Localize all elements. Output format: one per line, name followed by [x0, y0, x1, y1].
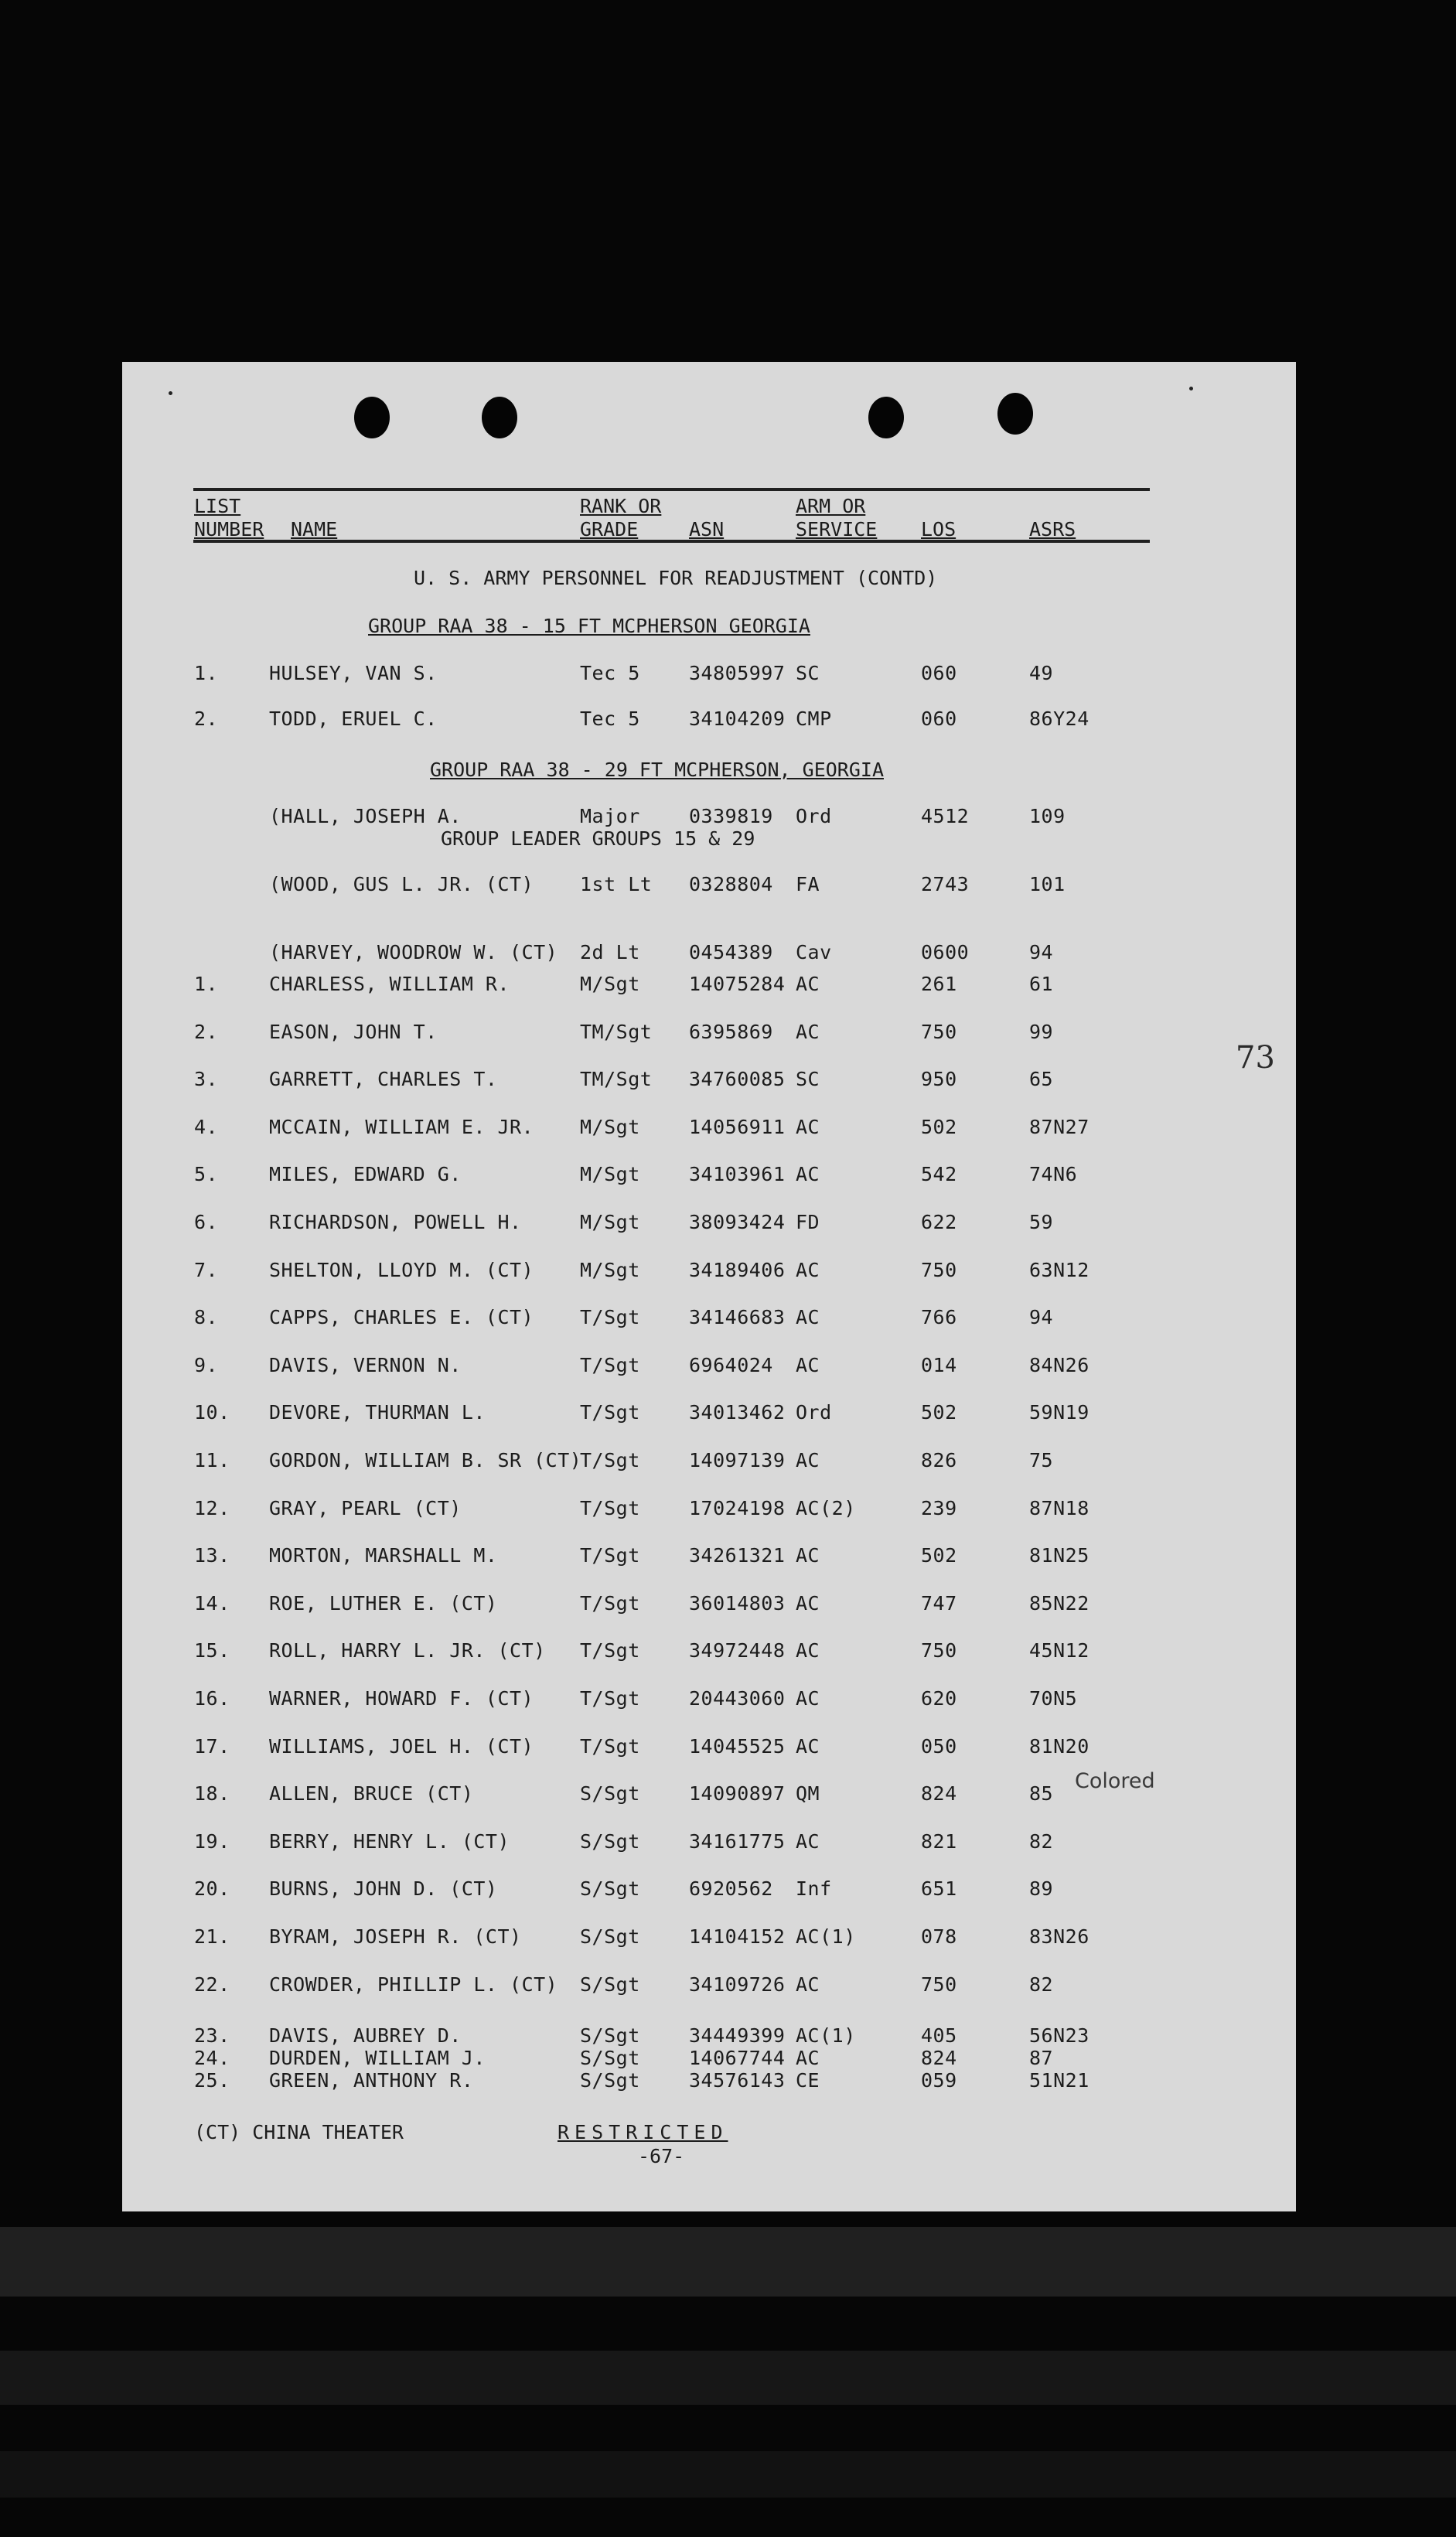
cell-no: 12.: [194, 1496, 230, 1519]
cell-asn: 6920562: [689, 1877, 773, 1901]
cell-arm: AC: [796, 1306, 820, 1329]
cell-name: GARRETT, CHARLES T.: [269, 1068, 498, 1091]
cell-arm: AC: [796, 1544, 820, 1567]
col-header-asn: ASN: [689, 518, 725, 540]
cell-arm: AC: [796, 1020, 820, 1043]
cell-los: 060: [921, 662, 957, 684]
header-rule: [193, 488, 1150, 491]
cell-rank: M/Sgt: [580, 973, 640, 995]
cell-asrs: 63N12: [1029, 1258, 1089, 1281]
punch-hole: [354, 397, 390, 438]
cell-asrs: 45N12: [1029, 1639, 1089, 1662]
table-row: [122, 1497, 1282, 1522]
table-row: [122, 1687, 1282, 1712]
cell-asn: 34109726: [689, 1973, 786, 1996]
cell-no: 14.: [194, 1591, 230, 1615]
cell-name: SHELTON, LLOYD M. (CT): [269, 1258, 534, 1281]
cell-los: 502: [921, 1544, 957, 1567]
cell-rank: S/Sgt: [580, 2069, 640, 2092]
cell-no: 3.: [194, 1068, 219, 1091]
cell-arm: AC: [796, 1734, 820, 1758]
cell-rank: S/Sgt: [580, 2024, 640, 2047]
cell-los: 824: [921, 1782, 957, 1806]
col-header-number: NUMBER: [194, 518, 264, 540]
cell-arm: AC(1): [796, 1925, 856, 1948]
cell-asrs: 74N6: [1029, 1163, 1078, 1186]
cell-los: 059: [921, 2069, 957, 2092]
cell-name: ROLL, HARRY L. JR. (CT): [269, 1639, 546, 1662]
cell-rank: Tec 5: [580, 662, 640, 684]
cell-asn: 17024198: [689, 1496, 786, 1519]
table-row: [122, 1925, 1282, 1950]
cell-no: 10.: [194, 1401, 230, 1424]
cell-name: (HARVEY, WOODROW W. (CT): [269, 941, 558, 963]
cell-asn: 34146683: [689, 1306, 786, 1329]
table-row: [122, 1877, 1282, 1902]
cell-los: 766: [921, 1306, 957, 1329]
table-row: [122, 973, 1282, 997]
cell-los: 542: [921, 1163, 957, 1186]
cell-asn: 0328804: [689, 873, 773, 895]
cell-arm: AC: [796, 1449, 820, 1471]
cell-asn: 36014803: [689, 1591, 786, 1615]
cell-name: ROE, LUTHER E. (CT): [269, 1591, 498, 1615]
cell-rank: M/Sgt: [580, 1115, 640, 1138]
cell-asn: 34449399: [689, 2024, 786, 2047]
cell-los: 060: [921, 708, 957, 730]
cell-name: BERRY, HENRY L. (CT): [269, 1829, 510, 1853]
cell-no: 21.: [194, 1925, 230, 1948]
cell-name: MILES, EDWARD G.: [269, 1163, 462, 1186]
cell-rank: Tec 5: [580, 708, 640, 730]
cell-name: (WOOD, GUS L. JR. (CT): [269, 873, 534, 895]
col-header-rank: RANK OR: [580, 495, 662, 517]
table-row: [122, 1544, 1282, 1569]
table-row: [122, 1401, 1282, 1426]
cell-no: 24.: [194, 2047, 230, 2069]
cell-rank: T/Sgt: [580, 1306, 640, 1329]
cell-asrs: 86Y24: [1029, 708, 1089, 730]
cell-arm: AC: [796, 1639, 820, 1662]
cell-rank: S/Sgt: [580, 1925, 640, 1948]
punch-hole: [997, 393, 1033, 435]
document-title: U. S. ARMY PERSONNEL FOR READJUSTMENT (CONTD): [414, 567, 938, 589]
col-header-asrs: ASRS: [1029, 518, 1076, 540]
cell-los: 261: [921, 973, 957, 995]
cell-los: 651: [921, 1877, 957, 1901]
col-header-list: LIST: [194, 495, 241, 517]
cell-asn: 34972448: [689, 1639, 786, 1662]
cell-rank: T/Sgt: [580, 1496, 640, 1519]
cell-no: 8.: [194, 1306, 219, 1329]
cell-asn: 14045525: [689, 1734, 786, 1758]
page-number: -67-: [638, 2145, 685, 2167]
cell-los: 502: [921, 1401, 957, 1424]
cell-asn: 14097139: [689, 1449, 786, 1471]
cell-los: 750: [921, 1639, 957, 1662]
table-row: [122, 1830, 1282, 1855]
cell-asrs: 59: [1029, 1211, 1054, 1233]
cell-asrs: 82: [1029, 1973, 1054, 1996]
table-row: [122, 1354, 1282, 1379]
cell-no: 25.: [194, 2069, 230, 2092]
cell-name: ALLEN, BRUCE (CT): [269, 1782, 474, 1806]
cell-name: GREEN, ANTHONY R.: [269, 2069, 474, 2092]
cell-los: 620: [921, 1687, 957, 1710]
cell-arm: CE: [796, 2069, 820, 2092]
cell-rank: T/Sgt: [580, 1687, 640, 1710]
cell-no: 19.: [194, 1829, 230, 1853]
table-row: [122, 1259, 1282, 1284]
cell-asrs: 51N21: [1029, 2069, 1089, 2092]
table-row: [122, 941, 1282, 966]
cell-no: 11.: [194, 1449, 230, 1471]
colored-annotation: Colored: [1075, 1769, 1155, 1793]
cell-asrs: 49: [1029, 662, 1054, 684]
cell-asn: 14104152: [689, 1925, 786, 1948]
cell-asn: 34760085: [689, 1068, 786, 1091]
cell-no: 22.: [194, 1973, 230, 1996]
table-row: [122, 1306, 1282, 1331]
cell-no: 2.: [194, 1020, 219, 1043]
table-row: [122, 1211, 1282, 1236]
cell-no: 2.: [194, 708, 219, 730]
table-row: [122, 1973, 1282, 1998]
cell-rank: T/Sgt: [580, 1734, 640, 1758]
cell-arm: AC: [796, 2047, 820, 2069]
cell-asrs: 81N20: [1029, 1734, 1089, 1758]
cell-asn: 14090897: [689, 1782, 786, 1806]
cell-rank: T/Sgt: [580, 1449, 640, 1471]
cell-asn: 34104209: [689, 708, 786, 730]
cell-asn: 6395869: [689, 1020, 773, 1043]
cell-los: 747: [921, 1591, 957, 1615]
cell-arm: Ord: [796, 1401, 832, 1424]
cell-asrs: 83N26: [1029, 1925, 1089, 1948]
cell-name: DURDEN, WILLIAM J.: [269, 2047, 486, 2069]
cell-rank: T/Sgt: [580, 1401, 640, 1424]
cell-name: GRAY, PEARL (CT): [269, 1496, 462, 1519]
cell-name: DEVORE, THURMAN L.: [269, 1401, 486, 1424]
cell-arm: SC: [796, 662, 820, 684]
cell-no: 15.: [194, 1639, 230, 1662]
table-row: [122, 1021, 1282, 1045]
cell-los: 050: [921, 1734, 957, 1758]
cell-rank: T/Sgt: [580, 1591, 640, 1615]
cell-rank: S/Sgt: [580, 1782, 640, 1806]
cell-asn: 34103961: [689, 1163, 786, 1186]
cell-no: 23.: [194, 2024, 230, 2047]
cell-asrs: 87N18: [1029, 1496, 1089, 1519]
cell-los: 014: [921, 1353, 957, 1376]
cell-name: (HALL, JOSEPH A.: [269, 805, 462, 827]
cell-no: 1.: [194, 662, 219, 684]
film-band: [0, 2227, 1456, 2297]
cell-rank: M/Sgt: [580, 1163, 640, 1186]
cell-no: 13.: [194, 1544, 230, 1567]
cell-rank: T/Sgt: [580, 1544, 640, 1567]
cell-rank: T/Sgt: [580, 1639, 640, 1662]
cell-asrs: 85N22: [1029, 1591, 1089, 1615]
cell-rank: S/Sgt: [580, 1877, 640, 1901]
cell-los: 750: [921, 1258, 957, 1281]
cell-los: 502: [921, 1115, 957, 1138]
cell-arm: AC: [796, 1258, 820, 1281]
cell-rank: TM/Sgt: [580, 1020, 653, 1043]
cell-los: 0600: [921, 941, 970, 963]
cell-name: MCCAIN, WILLIAM E. JR.: [269, 1115, 534, 1138]
cell-los: 826: [921, 1449, 957, 1471]
cell-asrs: 101: [1029, 873, 1066, 895]
cell-name: WARNER, HOWARD F. (CT): [269, 1687, 534, 1710]
cell-name: BURNS, JOHN D. (CT): [269, 1877, 498, 1901]
group-title: GROUP RAA 38 - 29 FT MCPHERSON, GEORGIA: [430, 759, 884, 781]
cell-arm: Cav: [796, 941, 832, 963]
cell-asn: 0454389: [689, 941, 773, 963]
cell-name: WILLIAMS, JOEL H. (CT): [269, 1734, 534, 1758]
col-header-los: LOS: [921, 518, 956, 540]
cell-rank: 2d Lt: [580, 941, 640, 963]
cell-rank: 1st Lt: [580, 873, 653, 895]
col-header-grade: GRADE: [580, 518, 639, 540]
cell-no: 16.: [194, 1687, 230, 1710]
cell-rank: TM/Sgt: [580, 1068, 653, 1091]
cell-no: 18.: [194, 1782, 230, 1806]
cell-asrs: 87N27: [1029, 1115, 1089, 1138]
table-row: [122, 1592, 1282, 1617]
cell-asn: 34805997: [689, 662, 786, 684]
cell-asrs: 65: [1029, 1068, 1054, 1091]
cell-arm: QM: [796, 1782, 820, 1806]
group-title: GROUP RAA 38 - 15 FT MCPHERSON GEORGIA: [368, 615, 810, 637]
cell-asn: 34261321: [689, 1544, 786, 1567]
cell-asrs: 61: [1029, 973, 1054, 995]
cell-arm: FD: [796, 1211, 820, 1233]
cell-no: 9.: [194, 1353, 219, 1376]
cell-name: CROWDER, PHILLIP L. (CT): [269, 1973, 558, 1996]
cell-asn: 6964024: [689, 1353, 773, 1376]
cell-name: MORTON, MARSHALL M.: [269, 1544, 498, 1567]
cell-arm: FA: [796, 873, 820, 895]
cell-name: HULSEY, VAN S.: [269, 662, 438, 684]
cell-arm: AC: [796, 1687, 820, 1710]
cell-asrs: 84N26: [1029, 1353, 1089, 1376]
cell-asrs: 99: [1029, 1020, 1054, 1043]
footer-note: (CT) CHINA THEATER: [194, 2121, 404, 2143]
cell-name: DAVIS, VERNON N.: [269, 1353, 462, 1376]
cell-los: 950: [921, 1068, 957, 1091]
cell-no: 4.: [194, 1115, 219, 1138]
cell-rank: S/Sgt: [580, 2047, 640, 2069]
cell-name: TODD, ERUEL C.: [269, 708, 438, 730]
cell-name: CHARLESS, WILLIAM R.: [269, 973, 510, 995]
cell-asn: 14056911: [689, 1115, 786, 1138]
cell-arm: AC: [796, 973, 820, 995]
punch-hole: [868, 397, 904, 438]
cell-asn: 34013462: [689, 1401, 786, 1424]
col-header-service: SERVICE: [796, 518, 878, 540]
cell-name: CAPPS, CHARLES E. (CT): [269, 1306, 534, 1329]
classification-stamp: RESTRICTED: [558, 2121, 728, 2143]
cell-asn: 20443060: [689, 1687, 786, 1710]
cell-asrs: 94: [1029, 1306, 1054, 1329]
cell-asn: 14067744: [689, 2047, 786, 2069]
cell-rank: S/Sgt: [580, 1973, 640, 1996]
cell-asrs: 94: [1029, 941, 1054, 963]
cell-arm: SC: [796, 1068, 820, 1091]
margin-annotation: 73: [1236, 1040, 1275, 1076]
document-page: [122, 362, 1296, 2211]
table-row: [122, 1449, 1282, 1474]
cell-arm: CMP: [796, 708, 832, 730]
cell-rank: T/Sgt: [580, 1353, 640, 1376]
cell-no: 5.: [194, 1163, 219, 1186]
group-leader-note: GROUP LEADER GROUPS 15 & 29: [441, 827, 755, 850]
cell-los: 078: [921, 1925, 957, 1948]
table-row: [122, 708, 1282, 732]
cell-los: 239: [921, 1496, 957, 1519]
cell-asrs: 81N25: [1029, 1544, 1089, 1567]
cell-asn: 38093424: [689, 1211, 786, 1233]
cell-arm: AC: [796, 1115, 820, 1138]
cell-name: RICHARDSON, POWELL H.: [269, 1211, 522, 1233]
cell-arm: AC: [796, 1591, 820, 1615]
cell-asn: 34189406: [689, 1258, 786, 1281]
col-header-arm: ARM OR: [796, 495, 866, 517]
cell-asrs: 56N23: [1029, 2024, 1089, 2047]
table-row: [122, 2024, 1282, 2049]
cell-arm: Ord: [796, 805, 832, 827]
speck: [1189, 387, 1193, 390]
cell-arm: AC(1): [796, 2024, 856, 2047]
cell-asn: 14075284: [689, 973, 786, 995]
cell-name: EASON, JOHN T.: [269, 1020, 438, 1043]
cell-los: 622: [921, 1211, 957, 1233]
table-row: [122, 1163, 1282, 1188]
cell-los: 750: [921, 1973, 957, 1996]
cell-rank: S/Sgt: [580, 1829, 640, 1853]
cell-name: GORDON, WILLIAM B. SR (CT): [269, 1449, 582, 1471]
cell-asrs: 75: [1029, 1449, 1054, 1471]
cell-arm: AC: [796, 1829, 820, 1853]
cell-asrs: 87: [1029, 2047, 1054, 2069]
cell-arm: AC(2): [796, 1496, 856, 1519]
cell-name: BYRAM, JOSEPH R. (CT): [269, 1925, 522, 1948]
table-row: [122, 1639, 1282, 1664]
table-row: [122, 2069, 1282, 2094]
cell-asrs: 82: [1029, 1829, 1054, 1853]
table-row: [122, 805, 1282, 830]
cell-asrs: 89: [1029, 1877, 1054, 1901]
speck: [169, 391, 172, 395]
cell-asrs: 70N5: [1029, 1687, 1078, 1710]
cell-no: 1.: [194, 973, 219, 995]
table-row: [122, 1735, 1282, 1760]
cell-rank: M/Sgt: [580, 1258, 640, 1281]
cell-asrs: 59N19: [1029, 1401, 1089, 1424]
film-band: [0, 2351, 1456, 2405]
cell-arm: Inf: [796, 1877, 832, 1901]
cell-asrs: 85: [1029, 1782, 1054, 1806]
cell-no: 7.: [194, 1258, 219, 1281]
cell-los: 405: [921, 2024, 957, 2047]
cell-los: 750: [921, 1020, 957, 1043]
table-row: [122, 662, 1282, 687]
table-row: [122, 1116, 1282, 1141]
cell-arm: AC: [796, 1163, 820, 1186]
cell-asn: 0339819: [689, 805, 773, 827]
table-row: [122, 2047, 1282, 2072]
cell-rank: M/Sgt: [580, 1211, 640, 1233]
cell-asn: 34576143: [689, 2069, 786, 2092]
cell-arm: AC: [796, 1353, 820, 1376]
table-row: [122, 873, 1282, 898]
film-band: [0, 2451, 1456, 2498]
col-header-name: NAME: [291, 518, 338, 540]
cell-no: 17.: [194, 1734, 230, 1758]
cell-los: 4512: [921, 805, 970, 827]
cell-no: 6.: [194, 1211, 219, 1233]
cell-rank: Major: [580, 805, 640, 827]
cell-los: 821: [921, 1829, 957, 1853]
table-row: [122, 1068, 1282, 1093]
cell-asrs: 109: [1029, 805, 1066, 827]
cell-los: 824: [921, 2047, 957, 2069]
cell-asn: 34161775: [689, 1829, 786, 1853]
cell-arm: AC: [796, 1973, 820, 1996]
cell-name: DAVIS, AUBREY D.: [269, 2024, 462, 2047]
cell-los: 2743: [921, 873, 970, 895]
cell-no: 20.: [194, 1877, 230, 1901]
punch-hole: [482, 397, 517, 438]
